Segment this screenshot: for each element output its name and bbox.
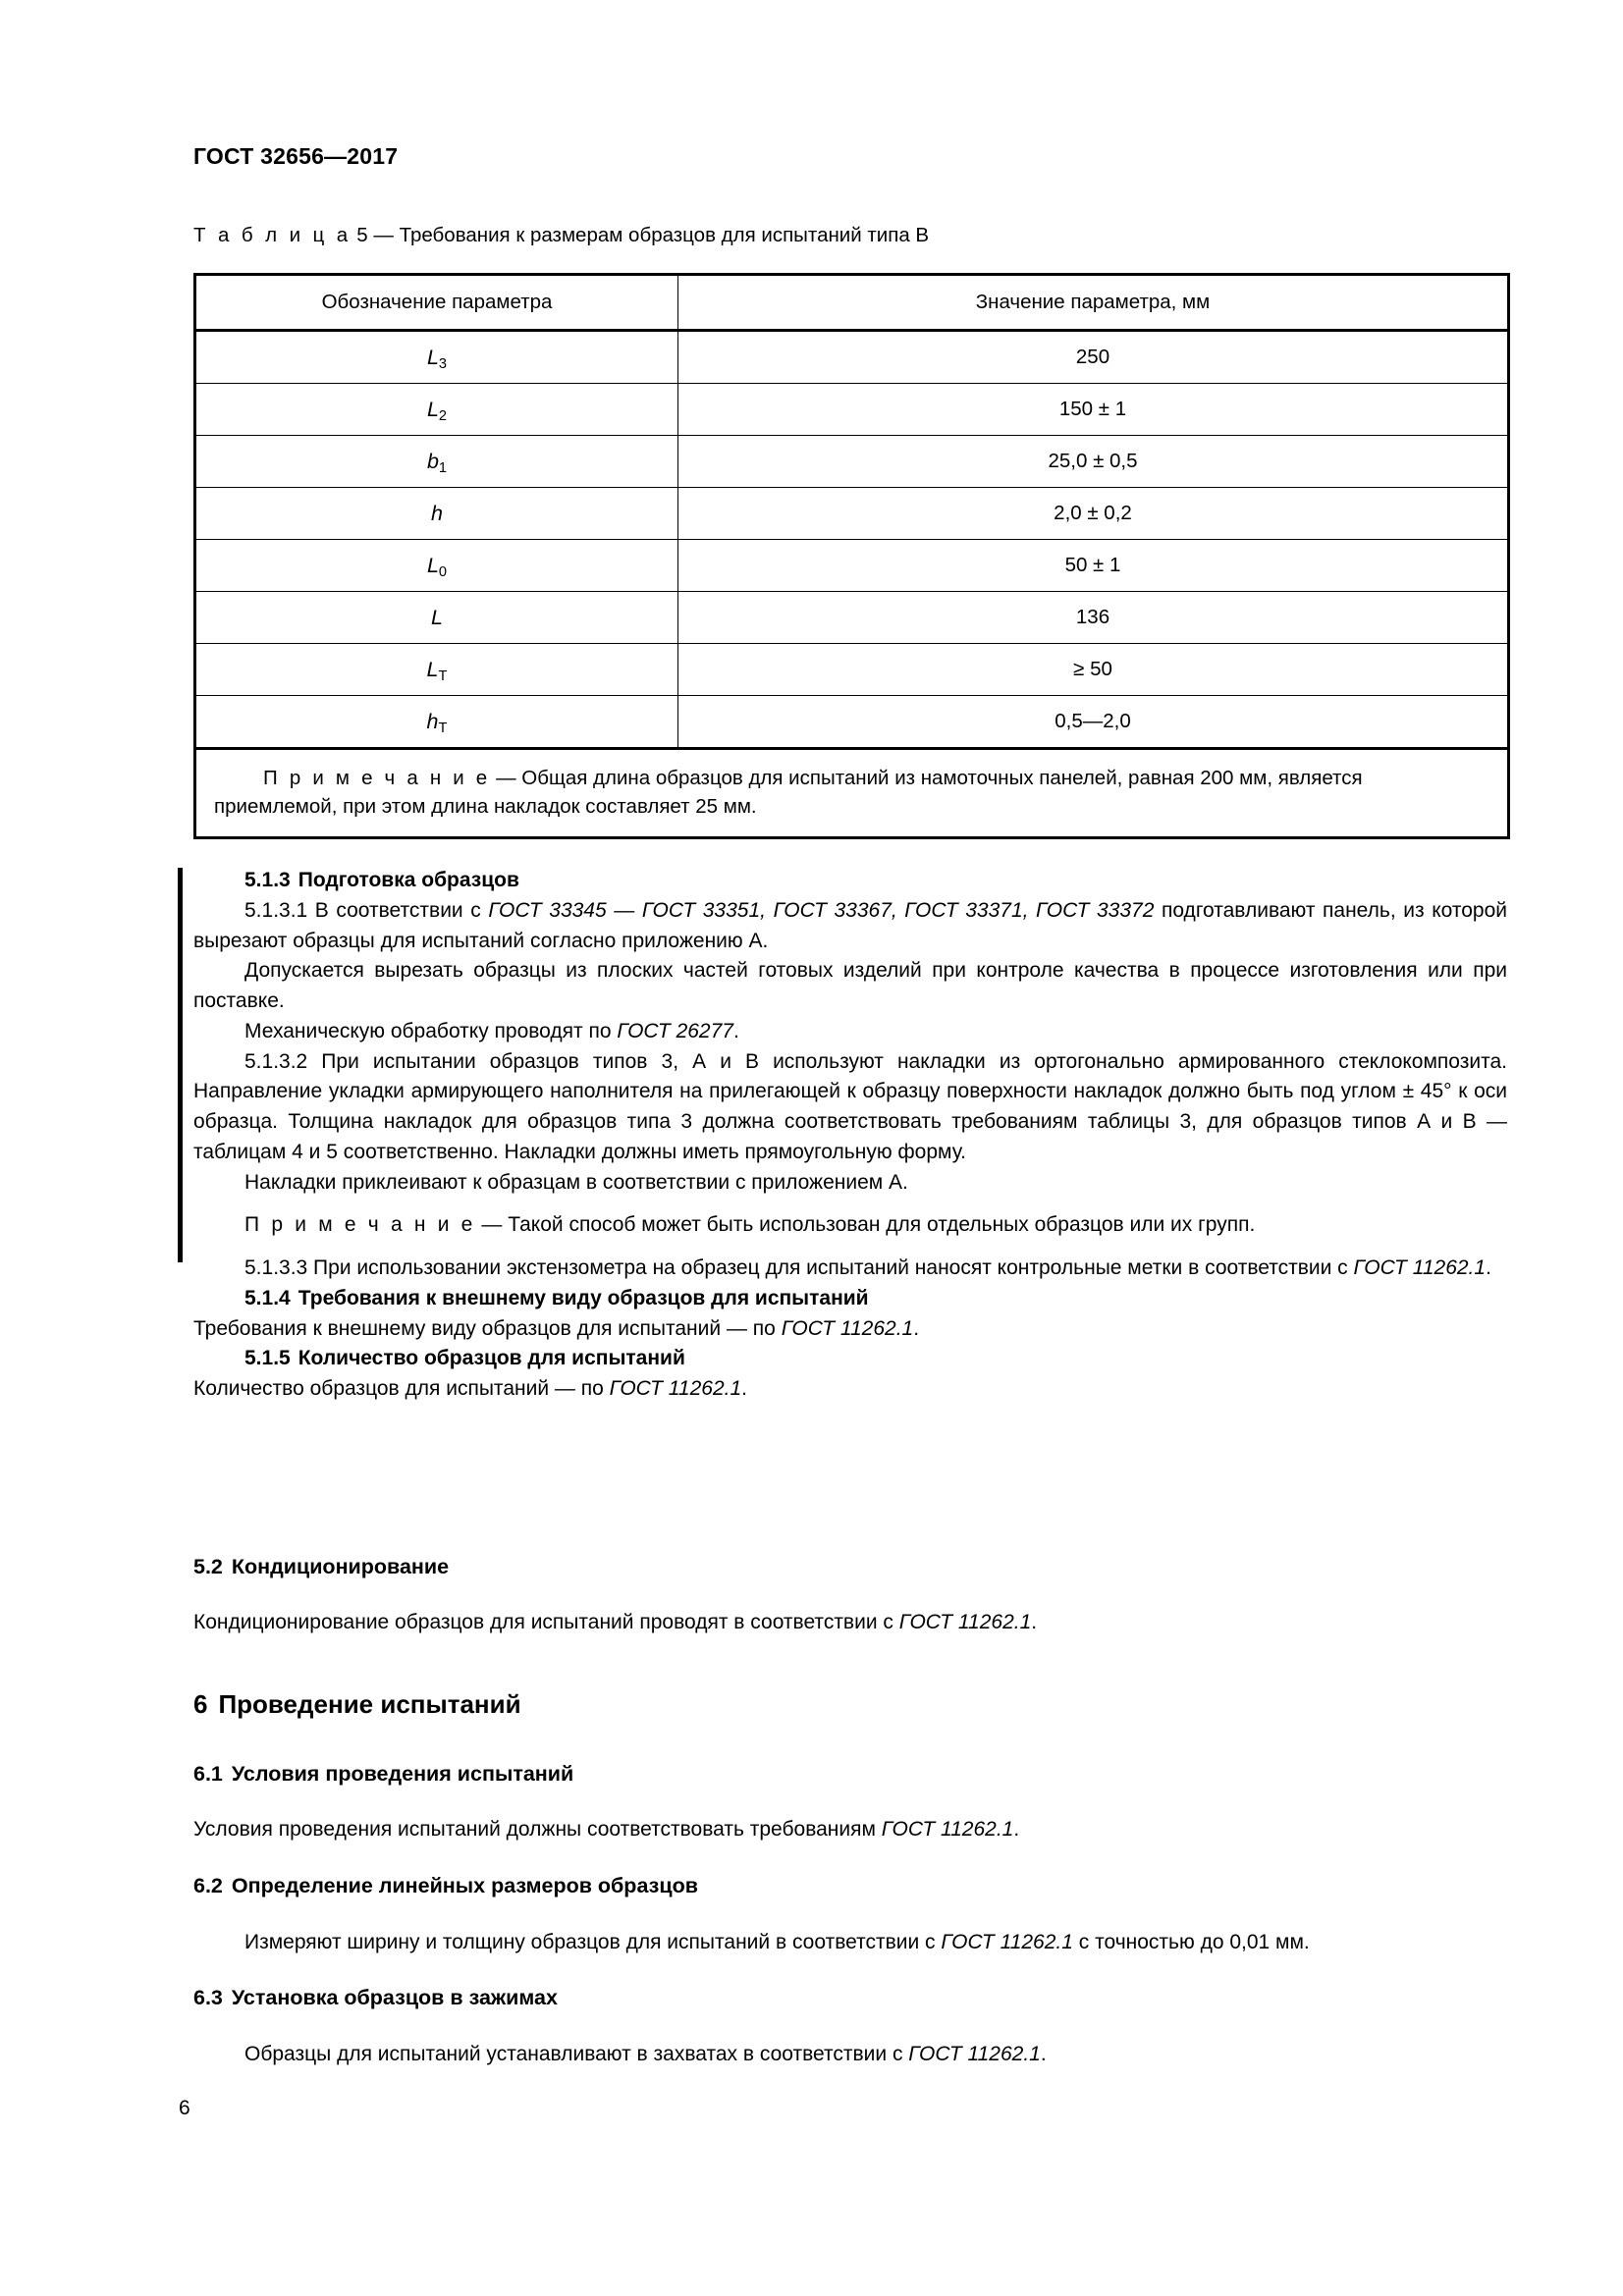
cell-value: 25,0 ± 0,5 [678,436,1509,488]
specimen-dimensions-table [193,273,1510,839]
table-row [195,696,1509,749]
paragraph-5-1-3-2: 5.1.3.2 При испытании образцов типов 3, А и В используют накладки из ортогонально армированного стеклокомпозита. Направление укладки армирующего наполнителя на прилегающей к образцу поверхности накладок должно быть под углом ± 45° к оси образца. Толщина накладок для образцов типа 3 должна соответствовать требованиям таблицы 3, для образцов типов А и В — таблицам 4 и 5 соответственно. Накладки должны иметь прямоугольную форму. [193,1049,1507,1163]
heading-title: Проведение испытаний [218,1689,521,1719]
cell-value: 136 [678,592,1509,644]
table-header-row [195,275,1509,331]
gost-reference: ГОСТ 11262.1 [1353,1256,1487,1279]
heading-title: Требования к внешнему виду образцов для испытаний [298,1286,869,1309]
paragraph-5-1-3-3 [193,1254,1507,1284]
table-note-lead: П р и м е ч а н и е [263,767,491,789]
parameter-symbol: $L_2$ [426,397,448,425]
paragraph-text-b: . [741,1377,747,1400]
column-header-value: Значение параметра, мм [678,275,1509,331]
note-lead: П р и м е ч а н и е [244,1213,476,1237]
cell-value: 250 [678,331,1509,384]
gost-reference: ГОСТ 26277 [617,1019,733,1042]
table-caption-number: 5 [356,224,368,246]
heading-title: Установка образцов в зажимах [231,1986,558,2010]
spacer [193,1722,1507,1759]
paragraph-text-b: . [732,1019,739,1042]
heading-6 [193,1688,1507,1722]
gost-reference: ГОСТ 11262.1 [908,2042,1041,2065]
table-caption-dash: — [373,224,394,246]
spacer [193,1957,1507,1983]
table-caption-text: Требования к размерам образцов для испытаний типа В [399,224,930,246]
paragraph-text-b: . [1040,2042,1047,2065]
cell-parameter [195,436,678,488]
heading-6-2 [193,1871,1507,1901]
paragraph-text-a: Условия проведения испытаний должны соответствовать требованиям [193,1818,882,1842]
cell-parameter [195,331,678,384]
cell-value: 0,5—2,0 [678,696,1509,749]
table-note [195,749,1509,838]
table-row [195,644,1509,696]
paragraph-5-1-3-1 [193,896,1507,957]
paragraph-6-2 [193,1928,1507,1958]
note-text: — Такой способ может быть использован для отдельных образцов или их групп. [475,1213,1256,1237]
page-number: 6 [179,2097,190,2119]
paragraph-text-b: . [1013,1818,1020,1842]
paragraph-5-2 [193,1608,1507,1638]
table-note-text: — Общая длина образцов для испытаний из намоточных панелей, равная 200 мм, является приемлемой, при этом длина накладок составляет 25 мм. [214,767,1363,819]
heading-5-2 [193,1552,1507,1582]
cell-parameter [195,384,678,436]
paragraph-note [193,1210,1507,1241]
heading-number: 5.1.5 [244,1347,291,1370]
heading-title: Условия проведения испытаний [231,1761,574,1786]
cell-parameter [195,592,678,644]
paragraph-6-3 [193,2040,1507,2070]
column-header-parameter: Обозначение параметра [195,275,678,331]
table-row [195,384,1509,436]
parameter-symbol: $L_0$ [426,553,448,581]
table-caption [193,224,929,247]
paragraph-text-a: Количество образцов для испытаний — по [193,1377,610,1400]
heading-6-1 [193,1759,1507,1789]
table-note-row [195,749,1509,838]
heading-number: 6.3 [193,1986,223,2010]
section-5-2 [193,1552,1507,1638]
table-row [195,488,1509,540]
heading-number: 6.2 [193,1874,223,1898]
spacer [193,1198,1507,1210]
paragraph-text-a: 5.1.3.1 В соответствии с [244,898,489,922]
section-6 [193,1688,1507,2070]
paragraph-tabs-bonding: Накладки приклеивают к образцам в соответствии с приложением А. [244,1170,908,1194]
gost-reference: ГОСТ 11262.1 [941,1930,1073,1953]
paragraph-5-1-5 [193,1374,1507,1405]
table-row [195,592,1509,644]
paragraph-text-a: Измеряют ширину и толщину образцов для испытаний в соответствии с [244,1930,942,1953]
cell-value: 150 ± 1 [678,384,1509,436]
paragraph-allowance: Допускается вырезать образцы из плоских частей готовых изделий при контроле качества в процессе изготовления или при поставке. [193,959,1507,1012]
paragraph-5-1-4 [193,1314,1507,1345]
spacer [193,1902,1507,1928]
heading-title: Подготовка образцов [298,869,519,891]
table-body [195,331,1509,838]
heading-6-3 [193,1983,1507,2013]
heading-title: Определение линейных размеров образцов [231,1874,698,1898]
paragraph-text-a: Образцы для испытаний устанавливают в захватах в соответствии с [244,2042,909,2065]
cell-value: ≥ 50 [678,644,1509,696]
paragraph-text-a: 5.1.3.3 При использовании экстензометра на образец для испытаний наносят контрольные метки в соответствии с [244,1256,1354,1279]
parameter-symbol: L [431,605,443,629]
cell-value: 50 ± 1 [678,540,1509,592]
parameter-symbol: $h_Т$ [426,709,448,737]
table-row [195,436,1509,488]
heading-5-1-5 [193,1344,1507,1374]
paragraph-text-b: . [913,1316,920,1340]
running-header: ГОСТ 32656—2017 [193,143,399,169]
paragraph-machining [193,1017,1507,1047]
parameter-symbol: $L_Т$ [426,657,448,685]
table-row [195,540,1509,592]
gost-reference: ГОСТ 33345 — ГОСТ 33351, ГОСТ 33367, ГОСТ 33371, ГОСТ 33372 [488,898,1155,922]
heading-number: 5.1.4 [244,1286,291,1309]
gost-reference: ГОСТ 11262.1 [609,1377,742,1400]
spacer [193,1789,1507,1815]
paragraph-6-1 [193,1815,1507,1845]
table-caption-lead: Т а б л и ц а [193,224,352,246]
paragraph-text-a: Механическую обработку проводят по [244,1019,618,1042]
heading-5-1-4 [193,1284,1507,1314]
paragraph-text-b: . [1031,1611,1038,1634]
heading-title: Кондиционирование [231,1555,450,1578]
heading-number: 5.2 [193,1555,223,1578]
parameter-symbol: $L_3$ [426,345,448,373]
cell-parameter [195,488,678,540]
change-bar [178,868,183,1262]
heading-number: 6 [193,1689,208,1719]
section-5-1-3 [193,866,1507,1405]
table-row [195,331,1509,384]
parameter-symbol: $b_1$ [426,449,448,477]
spacer [193,1845,1507,1871]
heading-number: 6.1 [193,1761,223,1786]
parameter-symbol: h [431,501,443,525]
paragraph-text-a: Требования к внешнему виду образцов для испытаний — по [193,1316,782,1340]
gost-reference: ГОСТ 11262.1 [898,1611,1032,1634]
gost-reference: ГОСТ 11262.1 [781,1316,914,1340]
heading-title: Количество образцов для испытаний [298,1347,685,1370]
cell-parameter [195,644,678,696]
paragraph-text-b: подготавливают панель, из которой вырезают образцы для испытаний согласно приложению А. [193,898,1508,952]
heading-5-1-3 [193,866,1507,896]
paragraph-text-b: . [1486,1256,1491,1279]
spacer [193,1582,1507,1608]
cell-parameter [195,696,678,749]
heading-number: 5.1.3 [244,869,291,891]
paragraph-text-b: с точностью до 0,01 мм. [1072,1930,1310,1953]
spacer [193,2014,1507,2040]
paragraph-text-a: Кондиционирование образцов для испытаний проводят в соответствии с [193,1611,899,1634]
cell-value: 2,0 ± 0,2 [678,488,1509,540]
spacer [193,1241,1507,1254]
gost-reference: ГОСТ 11262.1 [881,1818,1014,1842]
cell-parameter [195,540,678,592]
